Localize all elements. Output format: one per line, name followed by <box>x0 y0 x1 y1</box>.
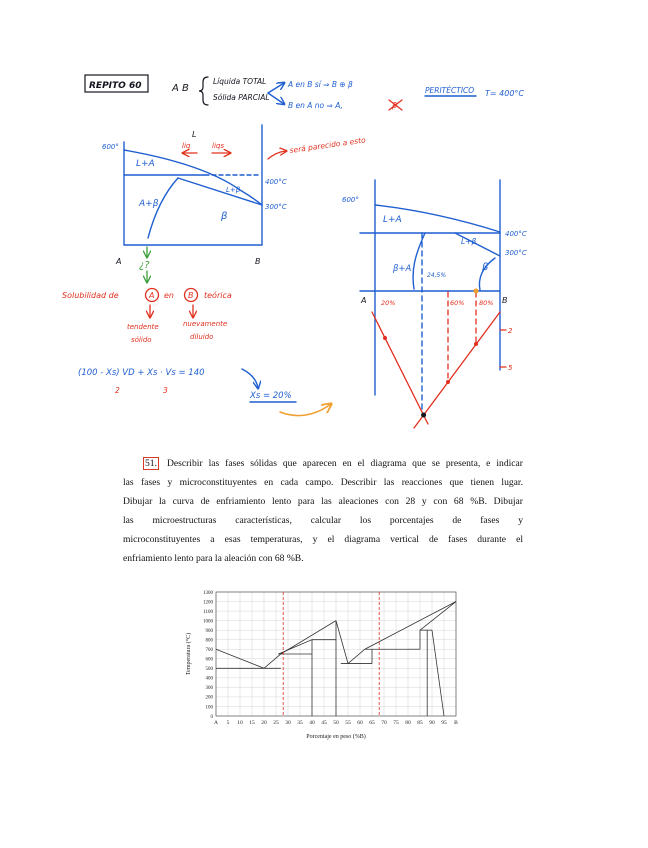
y-tick-label: 700 <box>205 648 213 654</box>
phase-boundary-line <box>420 602 456 631</box>
formula-result: Xs = 20% <box>250 391 292 401</box>
right-axis-ticks <box>500 330 506 367</box>
left-sketch-axes <box>124 142 262 245</box>
problem-line-2: las fases y microconstituyentes en cada campo. Describir las reacciones que tienen lugar. <box>123 477 523 488</box>
x-tick-label: 30 <box>285 720 291 726</box>
brace-icon <box>199 77 208 105</box>
sketch-note: será parecido a esto <box>289 135 367 155</box>
x-tick-label: 25 <box>273 720 279 726</box>
x-tick-label: 90 <box>429 720 435 726</box>
right-80-label: 80% <box>479 299 494 307</box>
x-tick-label: 85 <box>417 720 423 726</box>
red-arrow-icon <box>268 151 286 159</box>
arrow-icon <box>268 93 284 104</box>
lever-point <box>474 342 478 346</box>
orange-arrow-icon <box>280 404 331 416</box>
peritectic-label: PERITÉCTICO <box>425 86 475 95</box>
lever-formula <box>78 368 331 416</box>
b-note-1: nuevamente <box>183 320 228 328</box>
solubility-suffix: teórica <box>204 291 232 300</box>
x-tick-label: 45 <box>321 720 327 726</box>
right-pct-label: 24,5% <box>427 272 447 279</box>
y-tick-label: 100 <box>205 705 213 711</box>
right-l-b-label: L+β <box>461 237 477 246</box>
y-tick-label: 1200 <box>203 600 213 606</box>
left-400-label: 400°C <box>265 178 287 186</box>
problem-line-6: enfriamiento lento para la aleación con 68 %B. <box>123 553 304 564</box>
left-a-b-label: A+β <box>139 199 159 209</box>
x-tick-label: 60 <box>357 720 363 726</box>
left-600-label: 600° <box>102 143 119 151</box>
lever-point <box>383 336 387 340</box>
right-a-label: A <box>361 296 367 305</box>
vd-value: 2 <box>115 386 120 395</box>
liquida-label: Líquida TOTAL <box>213 77 267 86</box>
ab-label: A B <box>172 83 189 94</box>
l-label: L <box>192 130 197 139</box>
problem-text: Describir las fases sólidas que aparecen en el diagrama que se presenta, e indicar <box>166 458 523 469</box>
y-tick-label: 0 <box>210 714 213 720</box>
solubility-en: en <box>164 291 174 300</box>
x-tick-label: 75 <box>393 720 399 726</box>
problem-line-1 <box>143 456 523 472</box>
question-mark: ¿? <box>139 260 150 271</box>
right-600-label: 600° <box>342 196 359 204</box>
right-400-label: 400°C <box>505 230 527 238</box>
x-tick-label: B <box>454 720 458 726</box>
y-tick-label: 500 <box>205 667 213 673</box>
y-tick-label: 900 <box>205 628 213 634</box>
y-tick-label: 600 <box>205 657 213 663</box>
right-l-a-label: L+A <box>383 215 402 225</box>
arrow-icon <box>268 83 284 93</box>
left-l-a-label: L+A <box>136 159 155 169</box>
solida-label: Sólida PARCIAL <box>213 93 270 102</box>
crossed-beta: β <box>392 101 398 110</box>
left-l-b-label: L+β <box>226 186 241 194</box>
x-tick-label: 15 <box>249 720 255 726</box>
b-en-a-note: B en A no ⇒ A, <box>288 101 343 110</box>
header-notes <box>85 75 524 110</box>
x-tick-label: 65 <box>369 720 375 726</box>
vs-value: 3 <box>163 386 168 395</box>
problem-number: 51. <box>145 458 157 469</box>
solubility-note <box>62 289 232 345</box>
liq-label: liq <box>182 142 191 150</box>
y-tick-label: 800 <box>205 638 213 644</box>
intersection-point <box>421 413 426 418</box>
right-20-label: 20% <box>381 299 396 307</box>
phase-boundary-line <box>278 640 336 654</box>
x-tick-label: 35 <box>297 720 303 726</box>
left-phase-sketch <box>102 125 367 282</box>
right-phase-sketch <box>342 180 527 428</box>
right-60-label: 60% <box>450 299 465 307</box>
chart-xlabel: Porcentaje en peso (%B) <box>306 734 366 740</box>
left-b-label: B <box>255 257 261 266</box>
y-tick-label: 1300 <box>203 590 213 596</box>
peritectic-temp: T= 400°C <box>485 89 524 98</box>
a-en-b-note: A en B sí ⇒ B ⊕ β <box>288 80 353 89</box>
right-axis-2: 2 <box>508 327 513 335</box>
left-a-label: A <box>116 257 122 266</box>
solubility-prefix: Solubilidad de <box>62 291 119 300</box>
x-tick-label: 50 <box>333 720 339 726</box>
x-tick-label: 10 <box>237 720 243 726</box>
solubility-a: A <box>149 291 155 300</box>
problem-line-4: las microestructuras características, calcular los porcentajes de fases y <box>123 515 523 526</box>
x-tick-label: A <box>214 720 218 726</box>
left-beta-label: β <box>221 211 228 222</box>
y-tick-label: 200 <box>205 695 213 701</box>
b-note-2: diluido <box>190 333 214 341</box>
right-beta-label: β <box>482 262 489 273</box>
problem-line-3: Dibujar la curva de enfriamiento lento para las aleaciones con 28 y con 68 %B. Dibujar <box>123 496 523 507</box>
left-beta-boundary <box>178 178 262 205</box>
lever-line-right <box>414 312 500 428</box>
y-tick-label: 1000 <box>203 619 213 625</box>
phase-diagram-chart <box>170 585 470 745</box>
right-b-a-label: β+A <box>393 264 412 274</box>
right-solvus-curve <box>413 233 425 289</box>
a-note-2: sólido <box>131 336 152 344</box>
x-tick-label: 5 <box>226 720 230 726</box>
liqs-label: liqs <box>212 142 224 150</box>
x-tick-label: 20 <box>261 720 267 726</box>
solubility-b: B <box>188 291 194 300</box>
y-tick-label: 300 <box>205 686 213 692</box>
x-tick-label: 95 <box>441 720 447 726</box>
right-300-label: 300°C <box>505 249 527 257</box>
right-axis-5: 5 <box>508 364 513 372</box>
problem-line-5: microconstituyentes a esas temperaturas, y el diagrama vertical de fases durante el <box>123 534 523 545</box>
x-tick-label: 80 <box>405 720 411 726</box>
left-300-label: 300°C <box>265 203 287 211</box>
y-tick-label: 1100 <box>203 609 213 615</box>
x-tick-label: 40 <box>309 720 315 726</box>
repito-label: REPITO 60 <box>89 81 142 91</box>
right-b-label: B <box>502 296 508 305</box>
blue-arrow-icon <box>242 369 258 388</box>
x-tick-label: 55 <box>345 720 351 726</box>
phase-boundary-line <box>432 630 444 716</box>
x-tick-label: 70 <box>381 720 387 726</box>
y-tick-label: 400 <box>205 676 213 682</box>
formula-expression: (100 - Xs) VD + Xs · Vs = 140 <box>78 368 205 378</box>
chart-ylabel: Temperatura (°C) <box>186 632 192 676</box>
orange-point <box>474 289 479 294</box>
lever-point <box>446 380 450 384</box>
a-note-1: tendente <box>127 323 159 331</box>
lever-line-left <box>372 312 428 424</box>
